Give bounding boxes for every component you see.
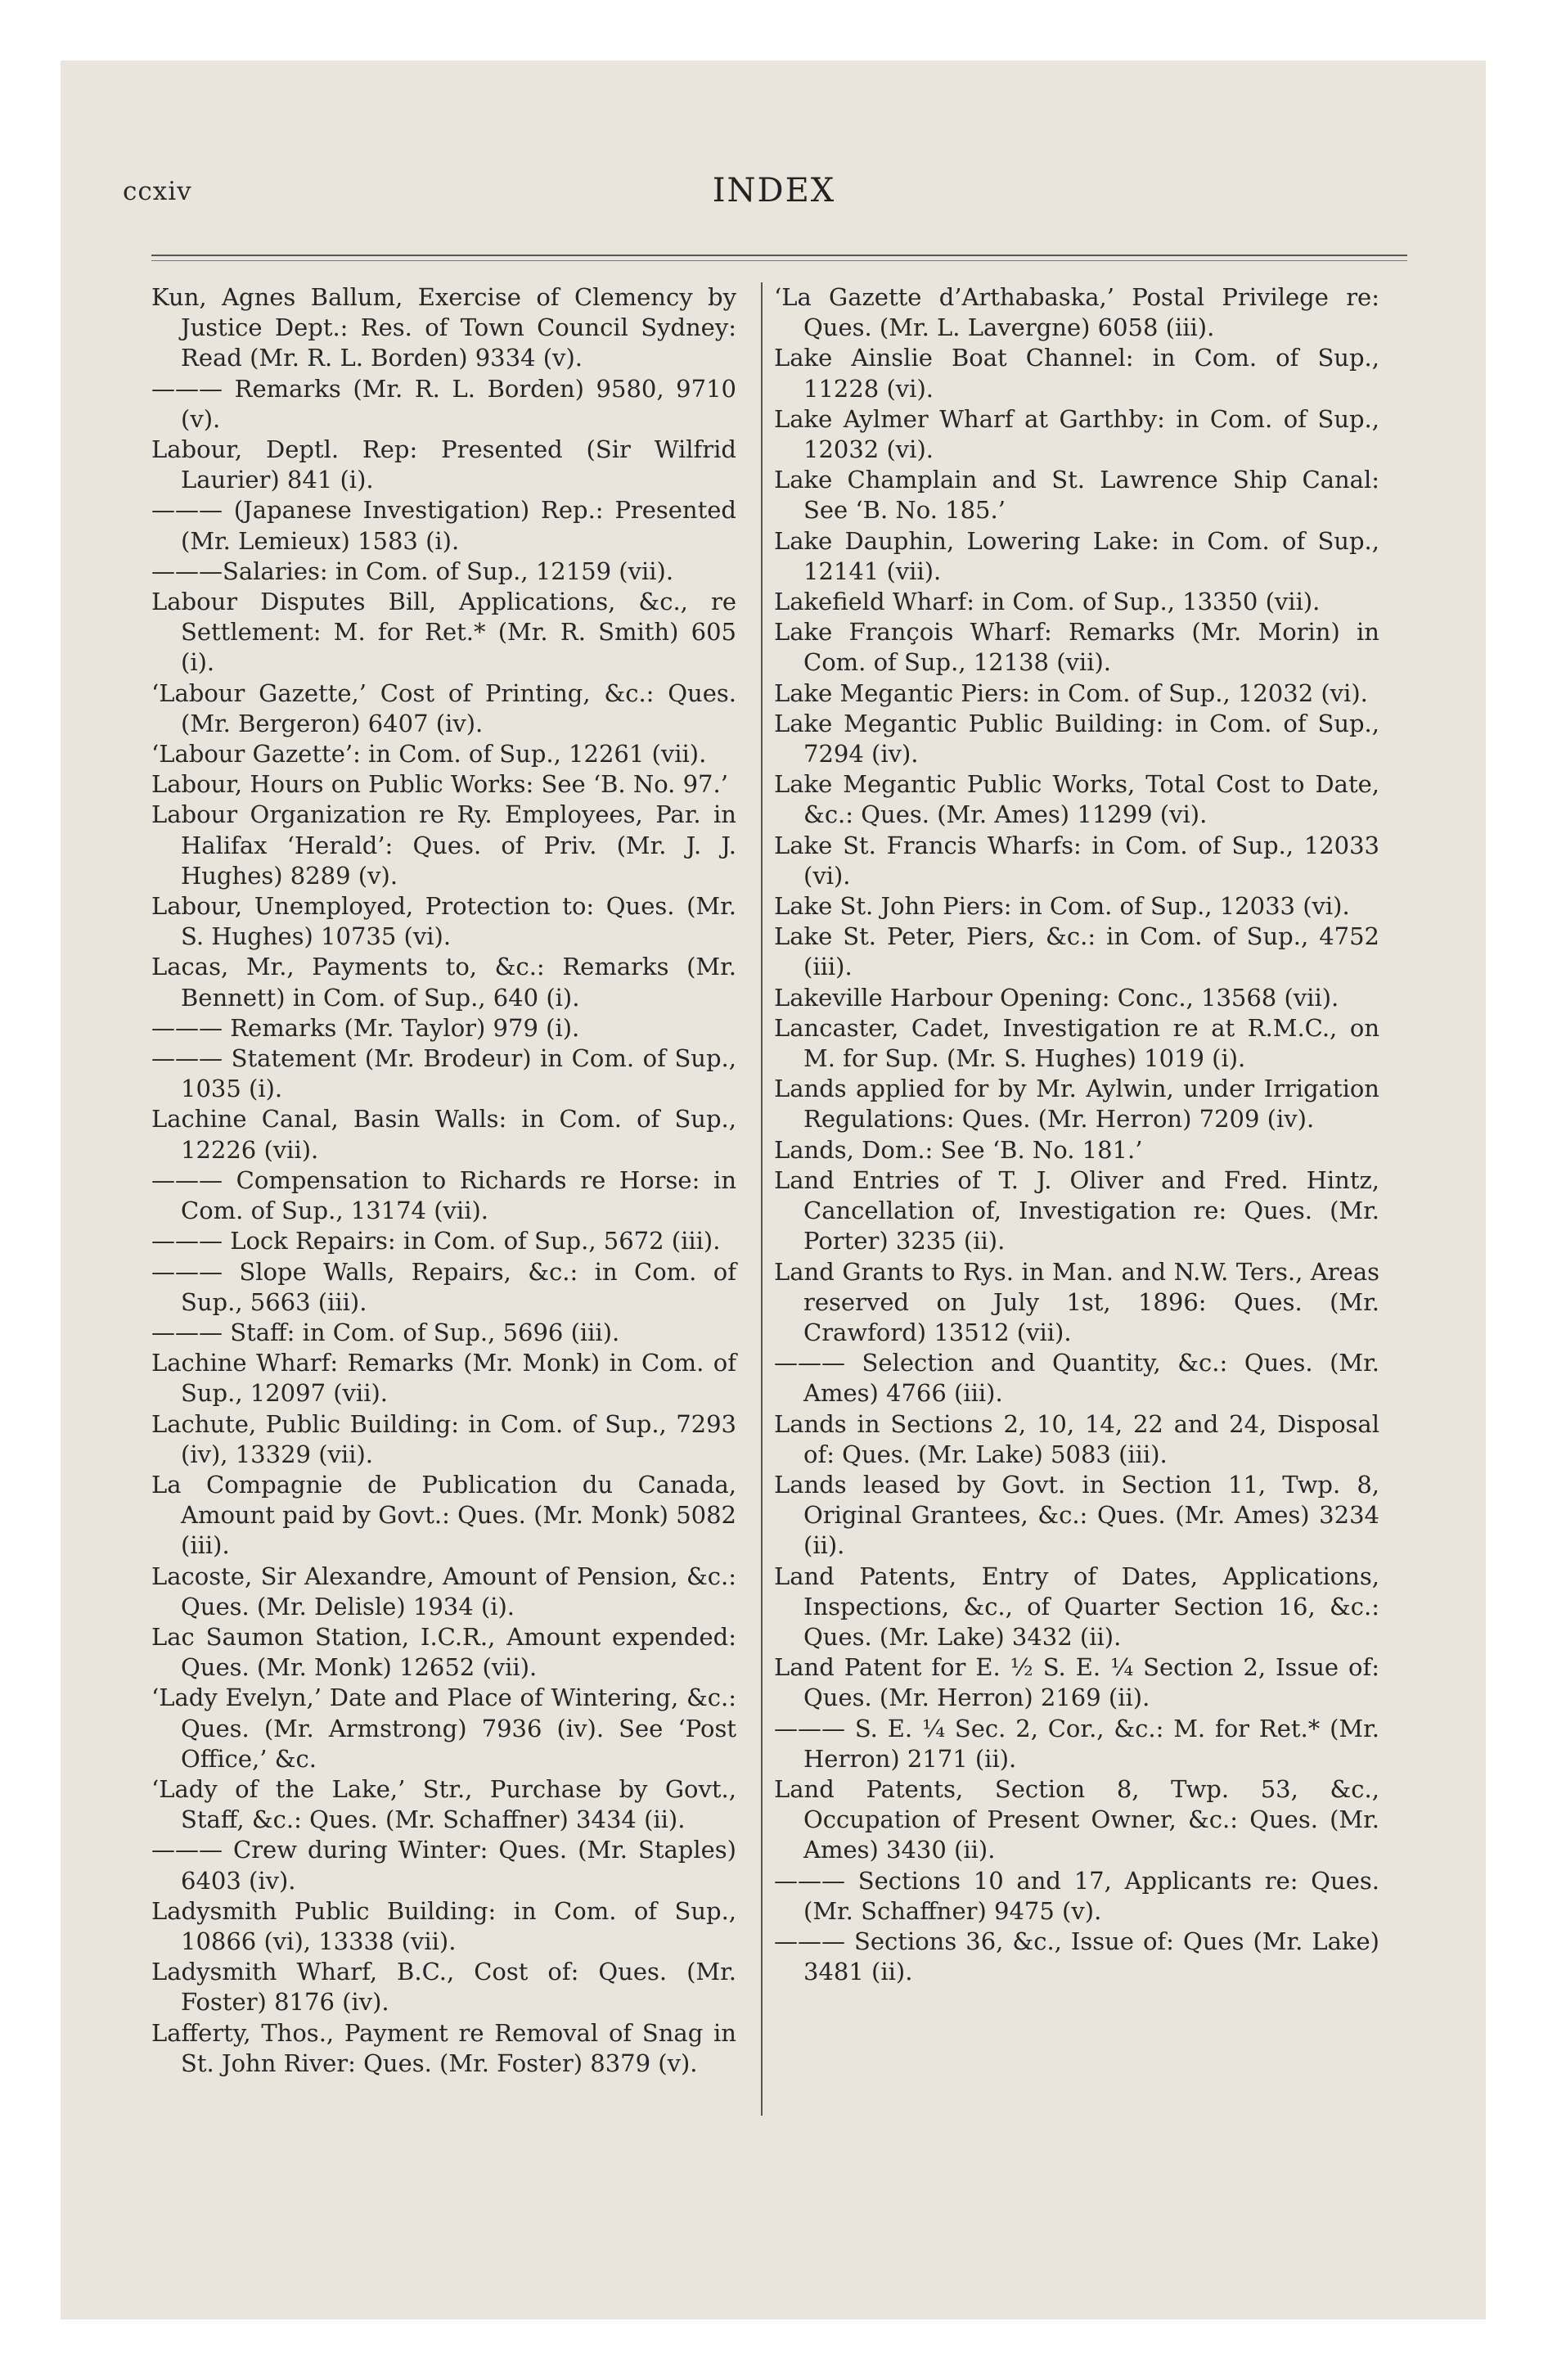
index-entry: Labour, Deptl. Rep: Presented (Sir Wilfrid Laurier) 841 (i). [151,435,736,494]
index-entry: Land Grants to Rys. in Man. and N.W. Ters., Areas reserved on July 1st, 1896: Ques. (Mr. Crawford) 13512 (vii). [774,1257,1379,1346]
index-entry: Lachine Canal, Basin Walls: in Com. of Sup., 12226 (vii). [151,1105,736,1164]
index-column-right [774,282,1379,1987]
index-entry: ——— S. E. ¼ Sec. 2, Cor., &c.: M. for Ret.* (Mr. Herron) 2171 (ii). [774,1714,1379,1773]
index-entry: Lands applied for by Mr. Aylwin, under Irrigation Regulations: Ques. (Mr. Herron) 7209 (iv). [774,1075,1379,1134]
header-rule-bottom [151,260,1407,261]
index-entry: Lake Ainslie Boat Channel: in Com. of Sup., 11228 (vi). [774,344,1379,403]
index-entry: Lake Dauphin, Lowering Lake: in Com. of Sup., 12141 (vii). [774,526,1379,585]
index-entry: Lands, Dom.: See ‘B. No. 181.’ [774,1135,1143,1164]
index-entry: ——— Statement (Mr. Brodeur) in Com. of Sup., 1035 (i). [151,1044,736,1103]
page-header [123,172,1425,218]
index-entry: ‘Lady of the Lake,’ Str., Purchase by Govt., Staff, &c.: Ques. (Mr. Schaffner) 3434 (ii). [151,1774,736,1834]
index-entry: ——— Compensation to Richards re Horse: in Com. of Sup., 13174 (vii). [151,1165,736,1225]
index-entry: Labour, Unemployed, Protection to: Ques. (Mr. S. Hughes) 10735 (vi). [151,892,736,951]
index-entry: ——— (Japanese Investigation) Rep.: Presented (Mr. Lemieux) 1583 (i). [151,496,736,555]
index-column-left [151,282,736,2079]
header-rule-top [151,255,1407,256]
index-entry: Kun, Agnes Ballum, Exercise of Clemency by Justice Dept.: Res. of Town Council Sydney: Read (Mr. R. L. Borden) 9334 (v). [151,283,736,372]
index-entry: Lake Megantic Piers: in Com. of Sup., 12032 (vi). [774,678,1368,707]
index-entry: Lake St. John Piers: in Com. of Sup., 12033 (vi). [774,892,1350,921]
index-entry: ‘Lady Evelyn,’ Date and Place of Wintering, &c.: Ques. (Mr. Armstrong) 7936 (iv). See ‘Post Office,’ &c. [151,1684,736,1773]
page-title: INDEX [712,172,836,210]
index-entry: Land Patents, Section 8, Twp. 53, &c., Occupation of Present Owner, &c.: Ques. (Mr. Ames) 3430 (ii). [774,1774,1379,1864]
index-entry: Lachine Wharf: Remarks (Mr. Monk) in Com. of Sup., 12097 (vii). [151,1349,736,1408]
index-entry: Lachute, Public Building: in Com. of Sup., 7293 (iv), 13329 (vii). [151,1409,736,1468]
index-entry: Lake Megantic Public Works, Total Cost to Date, &c.: Ques. (Mr. Ames) 11299 (vi). [774,770,1379,829]
index-entry: ——— Slope Walls, Repairs, &c.: in Com. of Sup., 5663 (iii). [151,1257,736,1316]
index-entry: ‘Labour Gazette,’ Cost of Printing, &c.: Ques. (Mr. Bergeron) 6407 (iv). [151,678,736,737]
index-entry: Ladysmith Public Building: in Com. of Sup., 10866 (vi), 13338 (vii). [151,1896,736,1955]
index-entry: Lake Megantic Public Building: in Com. of Sup., 7294 (iv). [774,709,1379,769]
index-entry: Lake Champlain and St. Lawrence Ship Canal: See ‘B. No. 185.’ [774,466,1379,525]
index-entry: ——— Selection and Quantity, &c.: Ques. (Mr. Ames) 4766 (iii). [774,1349,1379,1408]
index-entry: ——— Remarks (Mr. Taylor) 979 (i). [151,1013,580,1042]
index-entry: ——— Crew during Winter: Ques. (Mr. Staples) 6403 (iv). [151,1836,736,1895]
index-entry: La Compagnie de Publication du Canada, Amount paid by Govt.: Ques. (Mr. Monk) 5082 (iii). [151,1470,736,1560]
index-entry: ‘La Gazette d’Arthabaska,’ Postal Privilege re: Ques. (Mr. L. Lavergne) 6058 (iii). [774,283,1379,342]
index-entry: Lands in Sections 2, 10, 14, 22 and 24, Disposal of: Ques. (Mr. Lake) 5083 (iii). [774,1409,1379,1468]
index-entry: ———Salaries: in Com. of Sup., 12159 (vii). [151,557,674,585]
index-entry: Land Patents, Entry of Dates, Applications, Inspections, &c., of Quarter Section 16, &c.: Ques. (Mr. Lake) 3432 (ii). [774,1562,1379,1651]
index-entry: Lakefield Wharf: in Com. of Sup., 13350 (vii). [774,588,1321,616]
index-entry: Labour Organization re Ry. Employees, Par. in Halifax ‘Herald’: Ques. of Priv. (Mr. J. J. Hughes) 8289 (v). [151,800,736,890]
index-entry: Ladysmith Wharf, B.C., Cost of: Ques. (Mr. Foster) 8176 (iv). [151,1958,736,2017]
index-entry: ——— Sections 36, &c., Issue of: Ques (Mr. Lake) 3481 (ii). [774,1927,1379,1986]
index-entry: ——— Sections 10 and 17, Applicants re: Ques. (Mr. Schaffner) 9475 (v). [774,1866,1379,1925]
index-entry: Lafferty, Thos., Payment re Removal of Snag in St. John River: Ques. (Mr. Foster) 8379 (v). [151,2018,736,2077]
index-entry: Lands leased by Govt. in Section 11, Twp. 8, Original Grantees, &c.: Ques. (Mr. Ames) 3234 (ii). [774,1470,1379,1560]
index-entry: Lake St. Peter, Piers, &c.: in Com. of Sup., 4752 (iii). [774,922,1379,981]
index-entry: Lac Saumon Station, I.C.R., Amount expended: Ques. (Mr. Monk) 12652 (vii). [151,1622,736,1682]
index-entry: Lacoste, Sir Alexandre, Amount of Pension, &c.: Ques. (Mr. Delisle) 1934 (i). [151,1562,736,1620]
index-entry: Lancaster, Cadet, Investigation re at R.M.C., on M. for Sup. (Mr. S. Hughes) 1019 (i). [774,1013,1379,1073]
page-number: ccxiv [123,177,192,206]
index-entry: ——— Remarks (Mr. R. L. Borden) 9580, 9710 (v). [151,374,736,433]
index-entry: Lake François Wharf: Remarks (Mr. Morin) in Com. of Sup., 12138 (vii). [774,618,1379,677]
column-divider [761,282,763,2116]
index-entry: Labour, Hours on Public Works: See ‘B. No. 97.’ [151,770,728,799]
index-entry: Land Entries of T. J. Oliver and Fred. Hintz, Cancellation of, Investigation re: Ques. (Mr. Porter) 3235 (ii). [774,1165,1379,1255]
index-entry: ‘Labour Gazette’: in Com. of Sup., 12261 (vii). [151,740,707,769]
index-entry: Labour Disputes Bill, Applications, &c., re Settlement: M. for Ret.* (Mr. R. Smith) 605 (i). [151,588,736,677]
index-entry: Lake Aylmer Wharf at Garthby: in Com. of Sup., 12032 (vi). [774,404,1379,464]
index-entry: ——— Staff: in Com. of Sup., 5696 (iii). [151,1318,620,1346]
index-entry: Land Patent for E. ½ S. E. ¼ Section 2, Issue of: Ques. (Mr. Herron) 2169 (ii). [774,1653,1379,1712]
index-entry: ——— Lock Repairs: in Com. of Sup., 5672 (iii). [151,1227,721,1255]
index-entry: Lakeville Harbour Opening: Conc., 13568 (vii). [774,983,1339,1012]
index-entry: Lacas, Mr., Payments to, &c.: Remarks (Mr. Bennett) in Com. of Sup., 640 (i). [151,953,736,1012]
index-entry: Lake St. Francis Wharfs: in Com. of Sup., 12033 (vi). [774,831,1379,890]
